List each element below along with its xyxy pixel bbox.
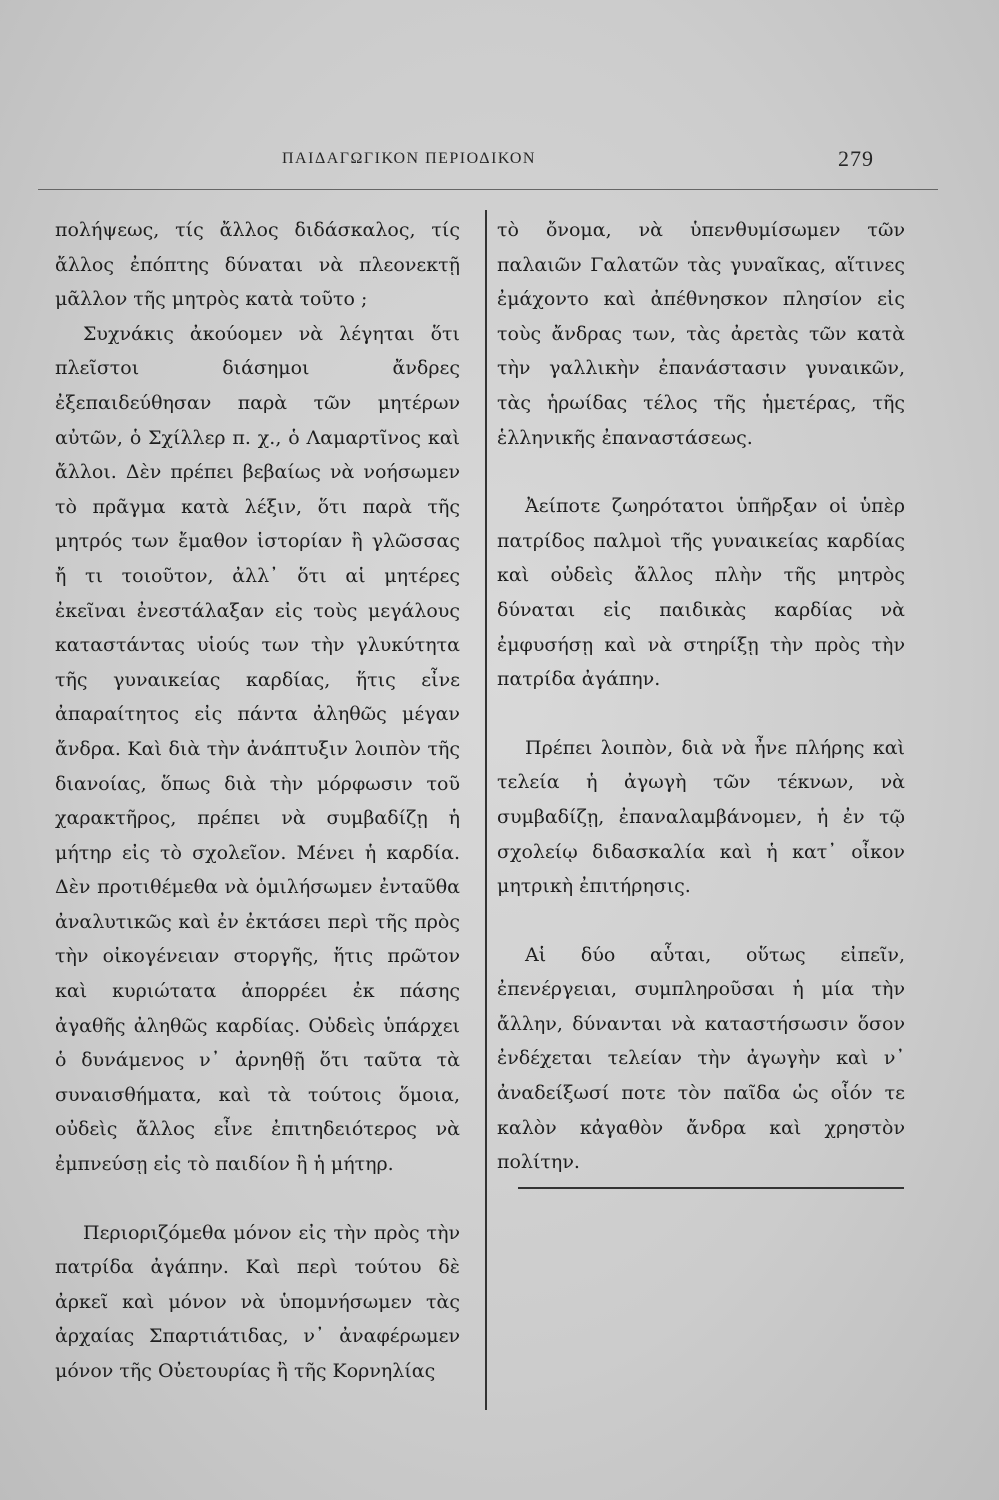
right-paragraph-1: τὸ ὄνομα, νὰ ὑπενθυμίσωμεν τῶν παλαιῶν Γαλατῶν τὰς γυναῖκας, αἵτινες ἐμάχοντο καὶ ἀπέθνησκον πλησίον εἰς τοὺς ἄνδρας των, τὰς ἀρετὰς τῶν κατὰ τὴν γαλλικὴν ἐπανάστασιν γυναικῶν, τὰς ἡρωίδας τέλος τῆς ἡμετέρας, τῆς ἑλληνικῆς ἐπαναστάσεως. (497, 219, 905, 449)
end-rule (518, 1187, 904, 1189)
running-head (0, 146, 999, 180)
right-column (497, 213, 905, 1180)
left-column (55, 213, 460, 1389)
left-paragraph-2: Συχνάκις ἀκούομεν νὰ λέγηται ὅτι πλεῖστοι διάσημοι ἄνδρες ἐξεπαιδεύθησαν παρὰ τῶν μητέρων αὐτῶν, ὁ Σχίλλερ π. χ., ὁ Λαμαρτῖνος καὶ ἄλλοι. Δὲν πρέπει βεβαίως νὰ νοήσωμεν τὸ πρᾶγμα κατὰ λέξιν, ὅτι παρὰ τῆς μητρός των ἔμαθον ἱστορίαν ἢ γλῶσσας ἤ τι τοιοῦτον, ἀλλ᾽ ὅτι αἱ μητέρες ἐκεῖναι ἐνεστάλαξαν εἰς τοὺς μεγάλους καταστάντας υἱούς των τὴν γλυκύτητα τῆς γυναικείας καρδίας, ἥτις εἶνε ἀπαραίτητος εἰς πάντα ἀληθῶς μέγαν ἄνδρα. Καὶ διὰ τὴν ἀνάπτυξιν λοιπὸν τῆς διανοίας, ὅπως διὰ τὴν μόρφωσιν τοῦ χαρακτῆρος, πρέπει νὰ συμβαδίζῃ ἡ μήτηρ εἰς τὸ σχολεῖον. Μένει ἡ καρδία. Δὲν προτιθέμεθα νὰ ὁμιλήσωμεν ἐνταῦθα ἀναλυτικῶς καὶ ἐν ἐκτάσει περὶ τῆς πρὸς τὴν οἰκογένειαν στοργῆς, ἥτις πρῶτον καὶ κυριώτατα ἀπορρέει ἐκ πάσης ἀγαθῆς ἀληθῶς καρδίας. Οὐδεὶς ὑπάρχει ὁ δυνάμενος ν᾽ ἀρνηθῇ ὅτι ταῦτα τὰ συναισθήματα, καὶ τὰ τούτοις ὅμοια, οὐδεὶς ἄλλος εἶνε ἐπιτηδειότερος νὰ ἐμπνεύσῃ εἰς τὸ παιδίον ἢ ἡ μήτηρ. (55, 322, 460, 1176)
right-paragraph-3: Πρέπει λοιπὸν, διὰ νὰ ἦνε πλήρης καὶ τελεία ἡ ἀγωγὴ τῶν τέκνων, νὰ συμβαδίζῃ, ἐπαναλαμβάνομεν, ἡ ἐν τῷ σχολείῳ διδασκαλία καὶ ἡ κατ᾽ οἶκον μητρικὴ ἐπιτήρησις. (497, 736, 905, 898)
page-number: 279 (838, 146, 874, 171)
header-rule (38, 189, 938, 190)
journal-title: ΠΑΙΔΑΓΩΓΙΚΟΝ ΠΕΡΙΟΔΙΚΟΝ (282, 150, 536, 167)
right-paragraph-2: Ἀείποτε ζωηρότατοι ὑπῆρξαν οἱ ὑπὲρ πατρίδος παλμοὶ τῆς γυναικείας καρδίας καὶ οὐδεὶς ἄλλος πλὴν τῆς μητρὸς δύναται εἰς παιδικὰς καρδίας νὰ ἐμφυσήσῃ καὶ νὰ στηρίξῃ τὴν πρὸς τὴν πατρίδα ἀγάπην. (497, 495, 905, 691)
left-paragraph-1: πολήψεως, τίς ἄλλος διδάσκαλος, τίς ἄλλος ἐπόπτης δύναται νὰ πλεονεκτῇ μᾶλλον τῆς μητρὸς κατὰ τοῦτο ; (55, 219, 460, 311)
left-paragraph-3: Περιοριζόμεθα μόνον εἰς τὴν πρὸς τὴν πατρίδα ἀγάπην. Καὶ περὶ τούτου δὲ ἀρκεῖ καὶ μόνον νὰ ὑπομνήσωμεν τὰς ἀρχαίας Σπαρτιάτιδας, ν᾽ ἀναφέρωμεν μόνον τῆς Οὐετουρίας ἢ τῆς Κορνηλίας (55, 1221, 460, 1382)
right-paragraph-4: Αἱ δύο αὗται, οὕτως εἰπεῖν, ἐπενέργειαι, συμπληροῦσαι ἡ μία τὴν ἄλλην, δύνανται νὰ καταστήσωσιν ὅσον ἐνδέχεται τελείαν τὴν ἀγωγὴν καὶ ν᾽ ἀναδείξωσί ποτε τὸν παῖδα ὡς οἷόν τε καλὸν κἀγαθὸν ἄνδρα καὶ χρηστὸν πολίτην. (497, 943, 905, 1174)
column-divider (485, 210, 487, 1410)
